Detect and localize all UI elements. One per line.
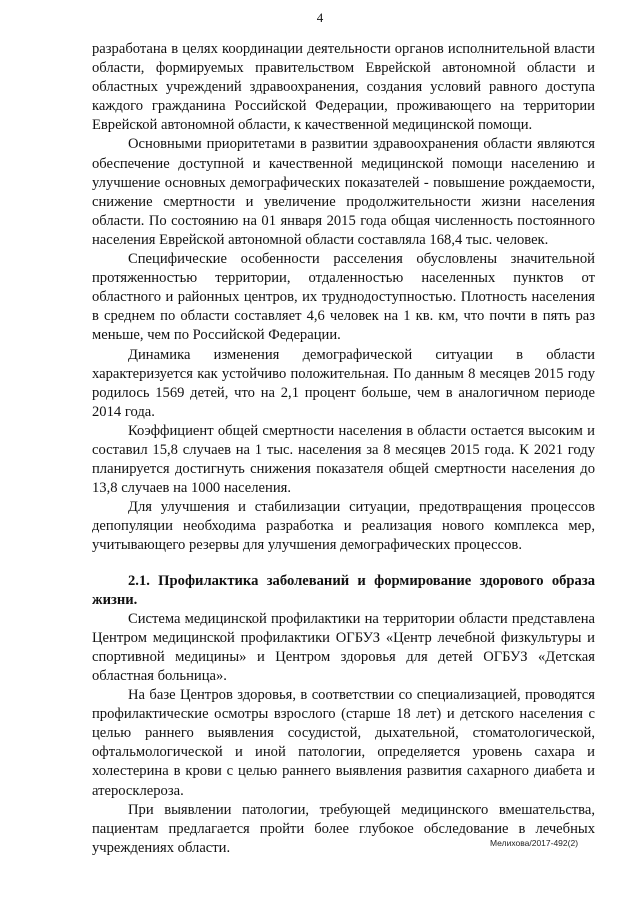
document-body bbox=[92, 40, 595, 858]
paragraph-prevention-system: Система медицинской профилактики на территории области представлена Центром медицинской профилактики ОГБУЗ «Центр лечебной физкультуры и спортивной медицины» и Центром здоровья для детей ОГБУЗ «Детская областная больница». bbox=[92, 610, 595, 684]
paragraph-health-centers: На базе Центров здоровья, в соответствии со специализацией, проводятся профилактические осмотры взрослого (старше 18 лет) и детского населения с целью раннего выявления сосудистой, дыхательной, стоматологической, офтальмологической и иной патологии, определяется уровень сахара и холестерина в крови с целью раннего выявления развития сахарного диабета и атеросклероза. bbox=[92, 687, 595, 799]
paragraph-priorities: Основными приоритетами в развитии здравоохранения области являются обеспечение доступной и качественной медицинской помощи населению и улучшение основных демографических показателей - повышение рождаемости, снижение смертности и увеличение продолжительности жизни населения области. По состоянию на 01 января 2015 года общая численность постоянного населения Еврейской автономной области составляла 168,4 тыс. человек. bbox=[92, 136, 595, 248]
paragraph-pathology: При выявлении патологии, требующей медицинского вмешательства, пациентам предлагается пройти более глубокое обследование в лечебных учреждениях области. bbox=[92, 801, 595, 856]
paragraph-intro: разработана в целях координации деятельности органов исполнительной власти области, формируемых правительством Еврейской автономной области и областных учреждений здравоохранения, создания условий равного доступа каждого гражданина Российской Федерации, проживающего на территории Еврейской автономной области, к качественной медицинской помощи. bbox=[92, 41, 595, 134]
paragraph-dynamics: Динамика изменения демографической ситуации в области характеризуется как устойчиво положительная. По данным 8 месяцев 2015 году родилось 1569 детей, что на 2,1 процент больше, чем в аналогичном периоде 2014 года. bbox=[92, 346, 595, 420]
paragraph-settlement: Специфические особенности расселения обусловлены значительной протяженностью территории, отдаленностью населенных пунктов от областного и районных центров, их труднодоступностью. Плотность населения в среднем по области составляет 4,6 человек на 1 кв. км, что почти в пять раз меньше, чем по Российской Федерации. bbox=[92, 251, 595, 344]
section-heading: 2.1. Профилактика заболеваний и формирование здорового образа жизни. bbox=[92, 572, 595, 608]
footer-code: Мелихова/2017-492(2) bbox=[490, 838, 579, 848]
paragraph-mortality: Коэффициент общей смертности населения в области остается высоким и составил 15,8 случаев на 1 тыс. населения за 8 месяцев 2015 года. К 2021 году планируется достигнуть снижения показателя общей смертности населения до 13,8 случаев на 1000 населения. bbox=[92, 422, 595, 497]
page-number: 4 bbox=[316, 10, 324, 25]
paragraph-measures: Для улучшения и стабилизации ситуации, предотвращения процессов депопуляции необходима разработка и реализация нового комплекса мер, учитывающего резервы для улучшения демографических процессов. bbox=[92, 499, 595, 554]
